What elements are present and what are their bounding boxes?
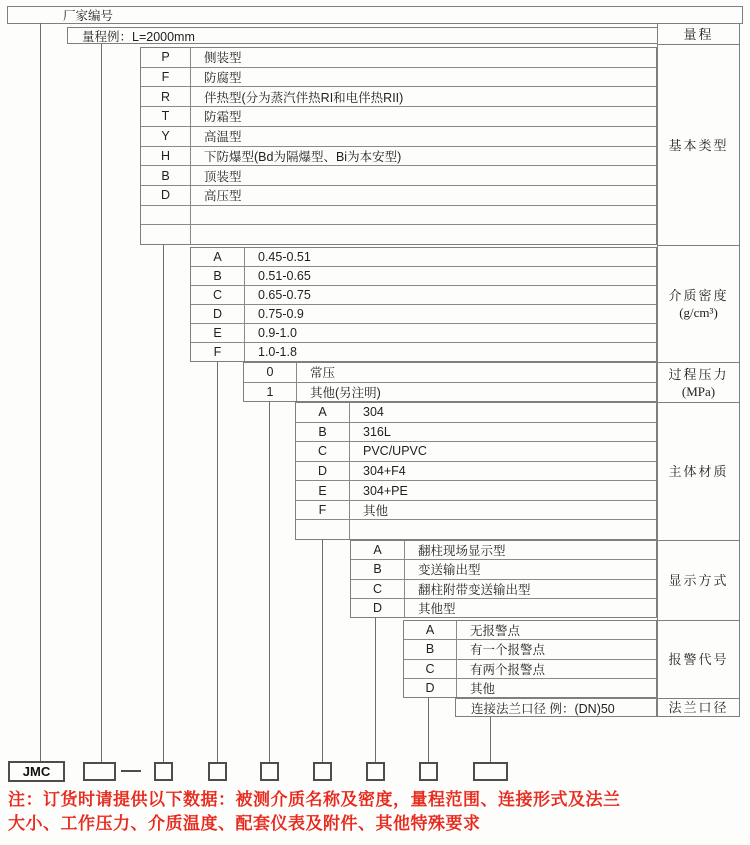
connector-display <box>375 618 376 762</box>
table-row <box>141 106 656 126</box>
table-row <box>191 266 656 285</box>
description-cell: 防腐型 <box>204 71 242 86</box>
description-cell: 其他 <box>363 504 389 519</box>
connector-alarm <box>428 698 429 762</box>
description-cell <box>191 206 656 225</box>
code-cell: 1 <box>244 383 297 402</box>
material-block <box>295 402 657 540</box>
basic-type-block <box>140 47 657 245</box>
description-cell: 304 <box>363 405 384 420</box>
code-cell: T <box>141 107 191 126</box>
connector-range <box>101 44 102 762</box>
description-cell: PVC/UPVC <box>363 444 427 459</box>
description-cell: 翻柱现场显示型 <box>418 544 506 559</box>
table-row <box>141 185 656 205</box>
description-cell: 高温型 <box>204 130 242 145</box>
code-cell: 0 <box>244 363 297 382</box>
connector-density <box>217 362 218 762</box>
code-cell: F <box>296 501 350 520</box>
table-row <box>141 48 656 67</box>
table-row <box>296 461 656 481</box>
table-row <box>296 422 656 442</box>
code-cell <box>141 206 191 225</box>
table-row <box>141 146 656 166</box>
code-box-display <box>366 762 385 781</box>
description-cell <box>350 520 656 539</box>
range-example-text: 量程例：L=2000mm <box>82 29 195 44</box>
table-row <box>191 248 656 266</box>
code-cell: B <box>296 423 350 442</box>
code-box-material <box>313 762 332 781</box>
description-cell: 0.65-0.75 <box>258 288 311 302</box>
pressure-block <box>243 362 657 402</box>
connector-manufacturer <box>40 23 41 762</box>
table-row <box>351 541 656 559</box>
table-row <box>351 559 656 578</box>
table-row <box>296 441 656 461</box>
label-alarm: 报警代号 <box>658 621 739 699</box>
table-row <box>191 323 656 342</box>
code-cell: C <box>404 660 457 678</box>
code-cell: C <box>191 286 245 304</box>
table-row <box>141 165 656 185</box>
table-row <box>404 678 656 697</box>
code-cell: F <box>191 343 245 361</box>
category-label-column <box>657 23 740 717</box>
table-row <box>191 342 656 361</box>
connector-material <box>322 540 323 762</box>
connector-pressure <box>269 402 270 762</box>
label-pressure: 过程压力 (MPa) <box>658 363 739 403</box>
label-range: 量程 <box>658 24 739 45</box>
code-cell: A <box>404 621 457 639</box>
description-cell: 无报警点 <box>470 624 521 639</box>
code-cell: E <box>296 481 350 500</box>
code-cell <box>296 520 350 539</box>
code-cell <box>141 225 191 244</box>
manufacturer-number-label: 厂家编号 <box>63 9 114 23</box>
description-cell: 304+F4 <box>363 464 406 479</box>
code-box-density <box>208 762 227 781</box>
code-box-flange <box>473 762 508 781</box>
code-cell: P <box>141 48 191 67</box>
table-row <box>296 480 656 500</box>
description-cell: 0.9-1.0 <box>258 326 297 340</box>
table-row <box>404 639 656 658</box>
table-row <box>296 500 656 520</box>
description-cell: 1.0-1.8 <box>258 345 297 359</box>
label-material: 主体材质 <box>658 403 739 541</box>
code-cell: A <box>191 248 245 266</box>
code-cell: A <box>296 403 350 422</box>
table-row <box>244 382 656 402</box>
code-cell: Y <box>141 127 191 146</box>
code-cell: D <box>141 186 191 205</box>
description-cell: 顶装型 <box>204 169 242 184</box>
description-cell: 316L <box>363 424 391 439</box>
code-cell: D <box>296 462 350 481</box>
code-cell: R <box>141 87 191 106</box>
table-row <box>404 621 656 639</box>
table-row <box>351 579 656 598</box>
code-cell: B <box>404 640 457 658</box>
alarm-code-block <box>403 620 657 698</box>
code-cell: D <box>404 679 457 697</box>
code-cell: D <box>191 305 245 323</box>
table-row <box>141 86 656 106</box>
description-cell: 下防爆型(Bd为隔爆型、Bi为本安型) <box>204 149 402 164</box>
dash-separator <box>121 770 141 772</box>
density-block <box>190 247 657 362</box>
code-cell: A <box>351 541 405 559</box>
table-row <box>296 519 656 539</box>
description-cell: 常压 <box>310 366 336 381</box>
table-row <box>191 285 656 304</box>
connector-flange <box>490 717 491 762</box>
description-cell: 高压型 <box>204 189 242 204</box>
table-row <box>141 205 656 225</box>
description-cell: 伴热型(分为蒸汽伴热RI和电伴热RII) <box>204 90 404 105</box>
manufacturer-number-row <box>7 6 743 24</box>
code-cell: C <box>351 580 405 598</box>
table-row <box>141 67 656 87</box>
code-cell: E <box>191 324 245 342</box>
table-row <box>191 304 656 323</box>
table-row <box>351 598 656 617</box>
flange-size-row: 连接法兰口径 例：(DN)50 <box>455 698 657 717</box>
description-cell: 0.51-0.65 <box>258 269 311 283</box>
description-cell: 有一个报警点 <box>470 643 546 658</box>
description-cell: 防霜型 <box>204 110 242 125</box>
code-box-basic-type <box>154 762 173 781</box>
table-row <box>141 224 656 244</box>
table-row <box>141 126 656 146</box>
description-cell: 变送输出型 <box>418 563 481 578</box>
table-row <box>296 403 656 422</box>
code-cell: B <box>141 166 191 185</box>
description-cell: 304+PE <box>363 483 408 498</box>
ordering-note-line1: 注：订货时请提供以下数据：被测介质名称及密度，量程范围、连接形式及法兰 <box>8 790 621 809</box>
table-row <box>244 363 656 382</box>
description-cell: 其他(另注明) <box>310 385 381 400</box>
label-density: 介质密度 (g/cm³) <box>658 246 739 363</box>
model-prefix-box: JMC <box>8 761 65 782</box>
label-basic-type: 基本类型 <box>658 45 739 246</box>
code-cell: H <box>141 147 191 166</box>
code-box-pressure <box>260 762 279 781</box>
ordering-note <box>8 788 744 836</box>
connector-basic-type <box>163 245 164 762</box>
code-cell: B <box>191 267 245 285</box>
description-cell: 0.45-0.51 <box>258 250 311 264</box>
description-cell: 0.75-0.9 <box>258 307 304 321</box>
label-flange: 法兰口径 <box>668 700 729 715</box>
description-cell: 其他型 <box>418 601 456 616</box>
description-cell: 侧装型 <box>204 51 242 66</box>
code-box-alarm <box>419 762 438 781</box>
range-example-row <box>67 27 658 44</box>
description-cell: 有两个报警点 <box>470 662 546 677</box>
label-display: 显示方式 <box>658 541 739 621</box>
ordering-note-line2: 大小、工作压力、介质温度、配套仪表及附件、其他特殊要求 <box>8 814 481 833</box>
code-cell: C <box>296 442 350 461</box>
code-cell: D <box>351 599 405 617</box>
description-cell: 其他 <box>470 681 496 696</box>
code-cell: F <box>141 68 191 87</box>
description-cell: 翻柱附带变送输出型 <box>418 582 531 597</box>
code-cell: B <box>351 560 405 578</box>
display-mode-block <box>350 540 657 618</box>
description-cell <box>191 225 656 244</box>
table-row <box>404 659 656 678</box>
code-box-range <box>83 762 116 781</box>
